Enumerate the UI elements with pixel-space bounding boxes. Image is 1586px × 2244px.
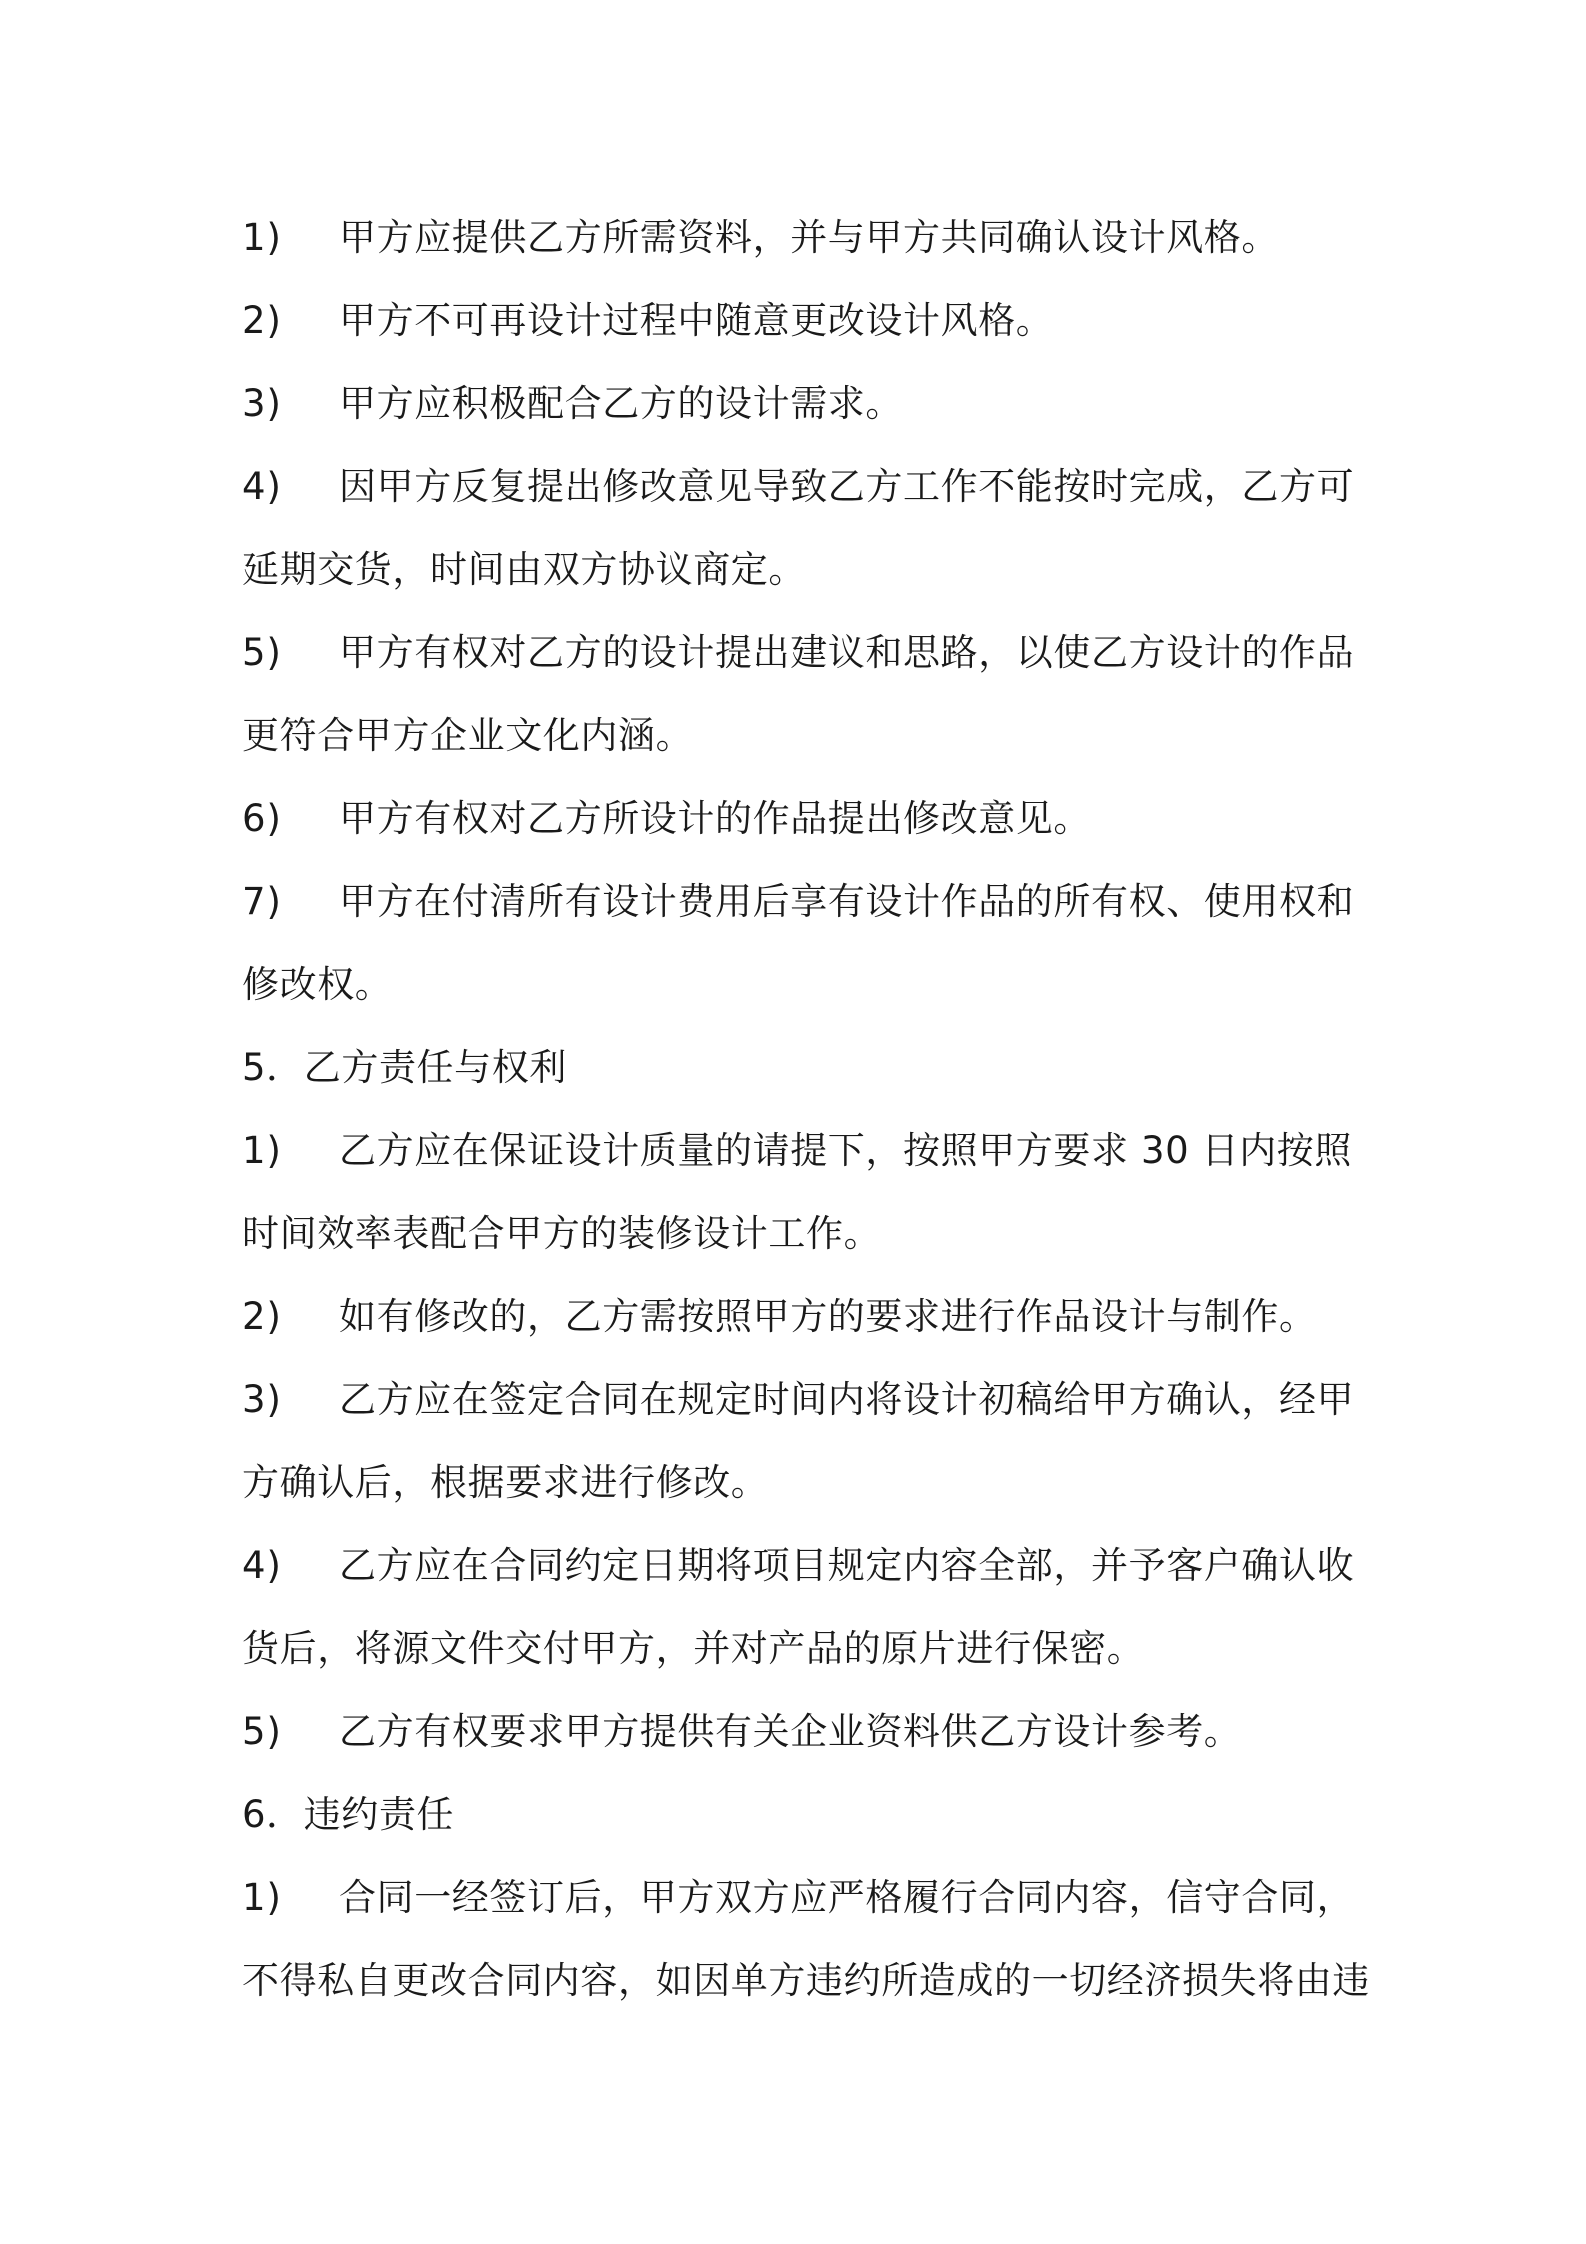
- list-item: [242, 362, 1357, 445]
- continuation-text: 不得私自更改合同内容，如因单方违约所造成的一切经济损失将由违: [242, 1959, 1370, 2002]
- list-item-text: 甲方应提供乙方所需资料，并与甲方共同确认设计风格。: [339, 216, 1279, 259]
- list-item-number: 4): [242, 1544, 282, 1587]
- list-item-text: 甲方不可再设计过程中随意更改设计风格。: [339, 299, 1054, 342]
- list-item-number: 1): [242, 216, 282, 259]
- section-heading-text: 5．乙方责任与权利: [242, 1046, 567, 1089]
- continuation-text: 货后，将源文件交付甲方，并对产品的原片进行保密。: [242, 1627, 1145, 1670]
- list-item: [242, 279, 1357, 362]
- list-item-continuation: [242, 528, 1357, 611]
- list-item-continuation: [242, 943, 1357, 1026]
- list-item-number: 1): [242, 1876, 282, 1919]
- list-item: [242, 1275, 1357, 1358]
- list-item-text: 乙方应在保证设计质量的请提下，按照甲方要求 30 日内按照: [339, 1129, 1353, 1172]
- list-item-number: 7): [242, 880, 282, 923]
- continuation-text: 延期交货，时间由双方协议商定。: [242, 548, 806, 591]
- list-item-text: 甲方有权对乙方所设计的作品提出修改意见。: [339, 797, 1091, 840]
- list-item-number: 1): [242, 1129, 282, 1172]
- list-item-continuation: [242, 1939, 1370, 2022]
- list-item-text: 乙方应在签定合同在规定时间内将设计初稿给甲方确认，经甲: [339, 1378, 1355, 1421]
- section-heading-text: 6．违约责任: [242, 1793, 455, 1836]
- continuation-text: 更符合甲方企业文化内涵。: [242, 714, 694, 757]
- continuation-text: 修改权。: [242, 963, 393, 1006]
- list-item-text: 合同一经签订后，甲方双方应严格履行合同内容，信守合同，: [339, 1876, 1355, 1919]
- section-heading: [242, 1026, 1357, 1109]
- list-item-text: 乙方应在合同约定日期将项目规定内容全部，并予客户确认收: [339, 1544, 1355, 1587]
- list-item-continuation: [242, 694, 1357, 777]
- section-heading: [242, 1773, 1357, 1856]
- list-item-text: 因甲方反复提出修改意见导致乙方工作不能按时完成，乙方可: [339, 465, 1355, 508]
- list-item: [242, 860, 1357, 943]
- list-item-number: 2): [242, 1295, 282, 1338]
- continuation-text: 方确认后，根据要求进行修改。: [242, 1461, 769, 1504]
- list-item-number: 5): [242, 631, 282, 674]
- list-item: [242, 196, 1357, 279]
- list-item-number: 6): [242, 797, 282, 840]
- document-body: [242, 196, 1370, 2022]
- list-item: [242, 1690, 1357, 1773]
- list-item-number: 5): [242, 1710, 282, 1753]
- list-item: [242, 1358, 1357, 1441]
- list-item-number: 2): [242, 299, 282, 342]
- list-item-continuation: [242, 1192, 1357, 1275]
- list-item-continuation: [242, 1441, 1357, 1524]
- continuation-text: 时间效率表配合甲方的装修设计工作。: [242, 1212, 882, 1255]
- list-item-text: 甲方应积极配合乙方的设计需求。: [339, 382, 903, 425]
- list-item-number: 3): [242, 382, 282, 425]
- list-item: [242, 777, 1357, 860]
- list-item-text: 甲方在付清所有设计费用后享有设计作品的所有权、使用权和: [339, 880, 1355, 923]
- list-item-text: 甲方有权对乙方的设计提出建议和思路，以使乙方设计的作品: [339, 631, 1355, 674]
- list-item-number: 3): [242, 1378, 282, 1421]
- list-item: [242, 1524, 1357, 1607]
- list-item-continuation: [242, 1607, 1357, 1690]
- list-item: [242, 611, 1357, 694]
- list-item: [242, 1856, 1357, 1939]
- list-item: [242, 1109, 1357, 1192]
- list-item-text: 如有修改的，乙方需按照甲方的要求进行作品设计与制作。: [339, 1295, 1317, 1338]
- list-item-text: 乙方有权要求甲方提供有关企业资料供乙方设计参考。: [339, 1710, 1242, 1753]
- list-item-number: 4): [242, 465, 282, 508]
- list-item: [242, 445, 1357, 528]
